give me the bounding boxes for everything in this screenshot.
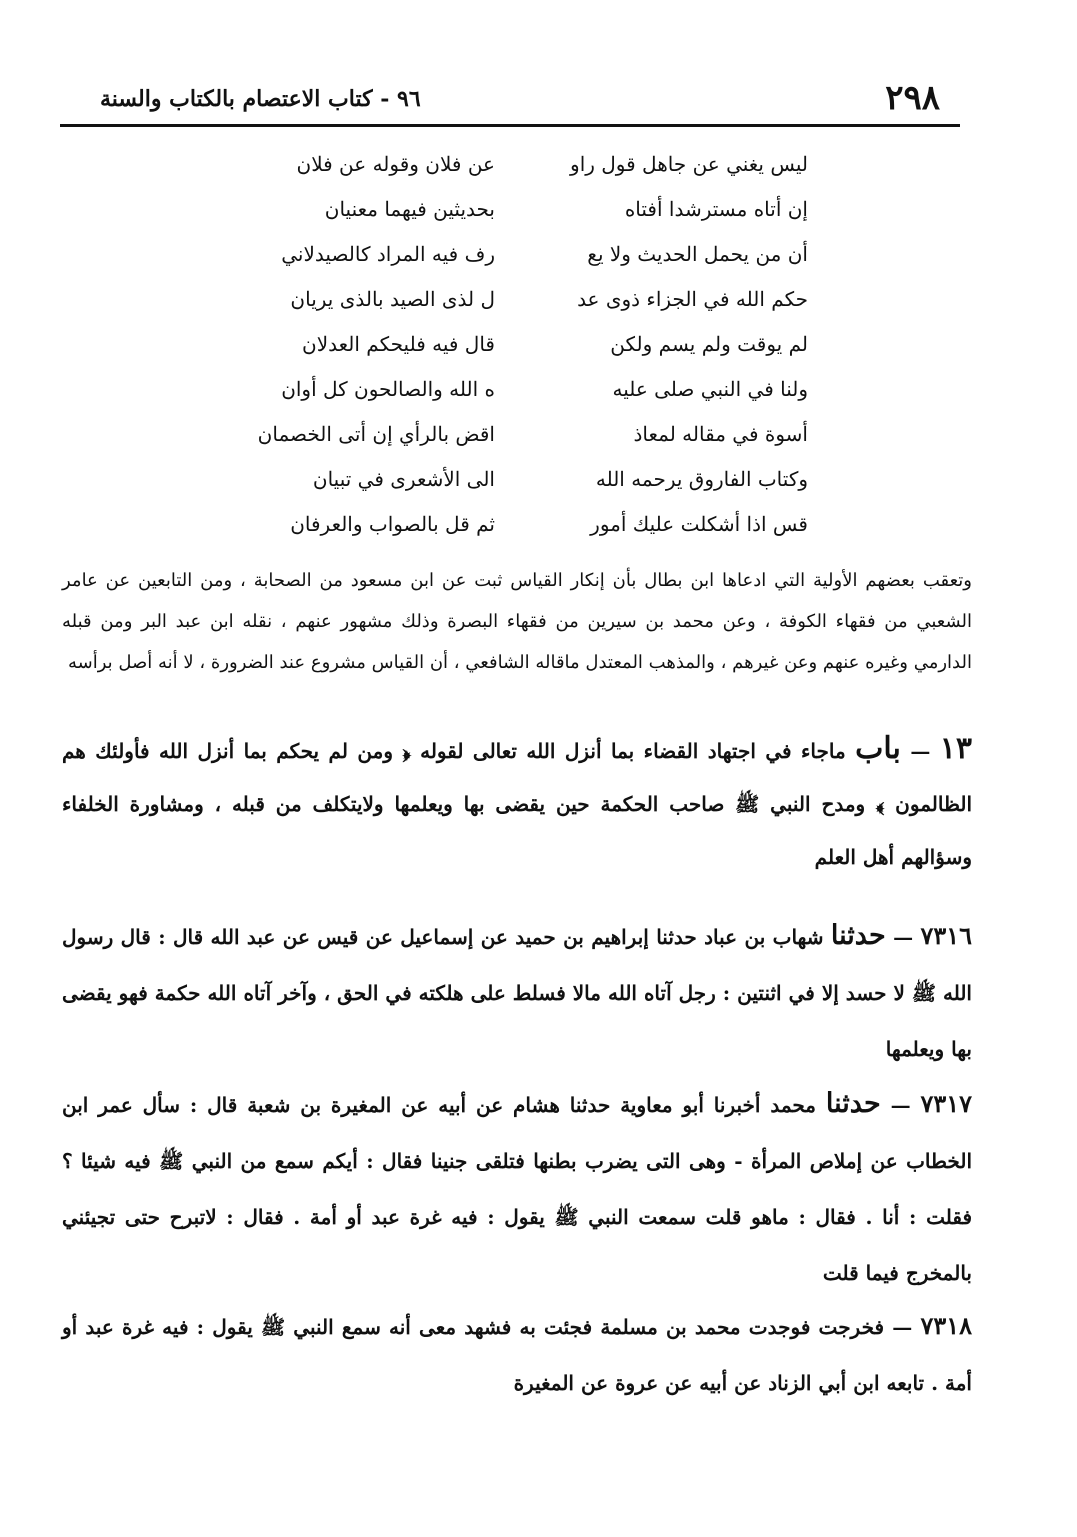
poem-verse xyxy=(220,287,820,332)
verse-second-hemistich: رف فيه المراد كالصيدلاني xyxy=(281,242,495,266)
verse-second-hemistich: بحديثين فيهما معنيان xyxy=(324,197,495,221)
commentary-paragraph xyxy=(62,560,972,697)
hadith-text: محمد أخبرنا أبو معاوية حدثنا هشام عن أبيه عن المغيرة بن شعبة قال : سأل عمر ابن الخطاب عن إملاص المرأة - وهى التى يضرب بطنها فتلقى جنينا فقال : أيكم سمع من النبي ﷺ فيه شيئا ؟ فقلت : أنا . فقال : ماهو قلت سمعت النبي ﷺ يقول : فيه غرة عبد أو أمة . فقال : لاتبرح حتى تجيئني بالمخرج فيما قلت xyxy=(62,1093,972,1285)
poem-verse xyxy=(220,197,820,242)
verse-second-hemistich: الى الأشعرى في تبيان xyxy=(312,467,495,491)
chapter-paragraph xyxy=(62,722,972,884)
verse-first-hemistich: أسوة في مقاله لمعاذ xyxy=(633,422,808,446)
hadith-entry xyxy=(62,1298,972,1411)
verse-first-hemistich: أن من يحمل الحديث ولا يع xyxy=(587,242,808,266)
page-number: ٢٩٨ xyxy=(885,78,940,118)
running-title: ٩٦ - كتاب الاعتصام بالكتاب والسنة xyxy=(100,86,421,112)
hadith-text: فخرجت فوجدت محمد بن مسلمة فجئت به فشهد معى أنه سمع النبي ﷺ يقول : فيه غرة عبد أو أمة . تابعه ابن أبي الزناد عن أبيه عن عروة عن المغيرة xyxy=(62,1315,972,1395)
hadith-keyword: حدثنا xyxy=(825,1088,881,1119)
hadith-dash: — xyxy=(893,925,914,949)
verse-second-hemistich: ثم قل بالصواب والعرفان xyxy=(290,512,495,536)
chapter-dash: — xyxy=(910,739,931,763)
poem-verse xyxy=(220,377,820,422)
poem-verse xyxy=(220,467,820,512)
page-header xyxy=(60,78,960,122)
verse-second-hemistich: ل لذى الصيد بالذى يريان xyxy=(290,287,495,311)
verse-second-hemistich: اقض بالرأي إن أتى الخصمان xyxy=(257,422,495,446)
header-divider xyxy=(60,124,960,127)
hadith-entry xyxy=(62,908,972,1077)
hadith-paragraph xyxy=(62,1076,972,1301)
hadith-number: ٧٣١٧ xyxy=(920,1089,973,1118)
verse-first-hemistich: ليس يغني عن جاهل قول راو xyxy=(570,152,808,176)
chapter-number: ١٣ xyxy=(939,731,972,766)
poem xyxy=(220,152,820,557)
verse-first-hemistich: حكم الله في الجزاء ذوى عد xyxy=(577,287,808,311)
poem-verse xyxy=(220,152,820,197)
verse-second-hemistich: قال فيه فليحكم العدلان xyxy=(302,332,495,356)
verse-first-hemistich: ولنا في النبي صلى عليه xyxy=(612,377,808,401)
verse-first-hemistich: إن أتاه مسترشدا أفتاه xyxy=(624,197,808,221)
poem-verse xyxy=(220,332,820,377)
hadith-paragraph xyxy=(62,1298,972,1411)
poem-verse xyxy=(220,422,820,467)
chapter-title: ماجاء في اجتهاد القضاء بما أنزل الله تعالى لقوله ﴿ ومن لم يحكم بما أنزل الله فأولئك هم الظالمون ﴾ ومدح النبي ﷺ صاحب الحكمة حين يقضى بها ويعلمها ولايتكلف من قبله ، ومشاورة الخلفاء وسؤالهم أهل العلم xyxy=(62,739,972,869)
hadith-dash: — xyxy=(892,1315,913,1339)
poem-verse xyxy=(220,512,820,557)
verse-first-hemistich: وكتاب الفاروق يرحمه الله xyxy=(595,467,808,491)
hadith-text: شهاب بن عباد حدثنا إبراهيم بن حميد عن إسماعيل عن قيس عن عبد الله قال : قال رسول الله ﷺ لا حسد إلا في اثنتين : رجل آتاه الله مالا فسلط على هلكته في الحق ، وآخر آتاه الله حكمة فهو يقضى بها ويعلمها xyxy=(62,925,972,1061)
hadith-number: ٧٣١٨ xyxy=(920,1311,972,1340)
hadith-dash: — xyxy=(890,1093,911,1117)
commentary-text: وتعقب بعضهم الأولية التي ادعاها ابن بطال بأن إنكار القياس ثبت عن ابن مسعود من الصحابة ، ومن التابعين عن عامر الشعبي من فقهاء الكوفة ، وعن محمد بن سيرين من فقهاء البصرة وذلك مشهور عنهم ، نقله ابن عبد البر ومن قبله الدارمي وغيره عنهم وعن غيرهم ، والمذهب المعتدل ماقاله الشافعي ، أن القياس مشروع عند الضرورة ، لا أنه أصل برأسه xyxy=(62,570,972,673)
hadith-paragraph xyxy=(62,908,972,1077)
hadith-entry xyxy=(62,1076,972,1301)
chapter-word: باب xyxy=(855,731,901,766)
verse-second-hemistich: ه الله والصالحون كل أوان xyxy=(281,377,495,401)
verse-second-hemistich: عن فلان وقوله عن فلان xyxy=(296,152,495,176)
hadith-number: ٧٣١٦ xyxy=(920,921,972,950)
poem-verse xyxy=(220,242,820,287)
verse-first-hemistich: قس اذا أشكلت عليك أمور xyxy=(590,512,808,536)
hadith-keyword: حدثنا xyxy=(830,920,886,951)
verse-first-hemistich: لم يوقت ولم يسم ولكن xyxy=(610,332,808,356)
chapter-heading xyxy=(62,722,972,884)
